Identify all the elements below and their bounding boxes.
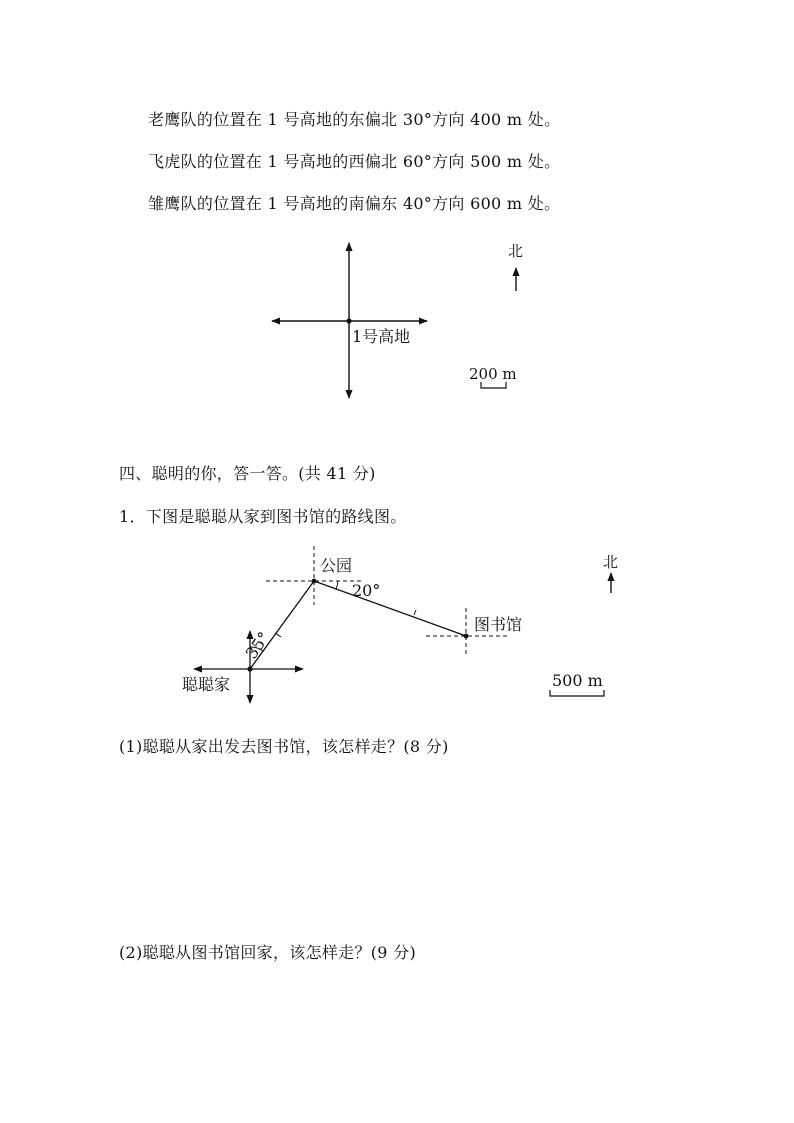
north-label: 北 [508, 242, 524, 260]
section-heading: 四、聪明的你，答一答。(共 41 分) [119, 464, 376, 483]
scale-bar-2 [550, 690, 604, 696]
statement-eagle: 老鹰队的位置在 1 号高地的东偏北 30°方向 400 m 处。 [148, 110, 561, 129]
home-label: 聪聪家 [182, 675, 231, 694]
diagram-route [0, 540, 794, 710]
angle-park-label: 20° [352, 581, 381, 600]
angle-park-arc [336, 581, 338, 589]
statement-tiger: 飞虎队的位置在 1 号高地的西偏北 60°方向 500 m 处。 [148, 152, 561, 171]
diagram-hill [0, 236, 794, 416]
origin-label: 1号高地 [352, 327, 411, 346]
origin-point [346, 318, 351, 323]
question-1-part-1: (1)聪聪从家出发去图书馆，该怎样走？(8 分) [119, 737, 449, 756]
statement-young-eagle: 雏鹰队的位置在 1 号高地的南偏东 40°方向 600 m 处。 [148, 194, 561, 213]
library-label: 图书馆 [474, 615, 523, 634]
scale-label: 200 m [469, 365, 517, 383]
park-label: 公园 [320, 556, 353, 575]
question-1-part-2: (2)聪聪从图书馆回家，该怎样走？(9 分) [119, 943, 417, 962]
route-park-to-library [314, 581, 466, 636]
angle-home-label: 35° [241, 628, 274, 663]
home-point [247, 666, 252, 671]
scale-label-2: 500 m [552, 671, 603, 690]
question-1-intro: 1．下图是聪聪从家到图书馆的路线图。 [119, 507, 407, 526]
north-label-2: 北 [603, 553, 619, 571]
